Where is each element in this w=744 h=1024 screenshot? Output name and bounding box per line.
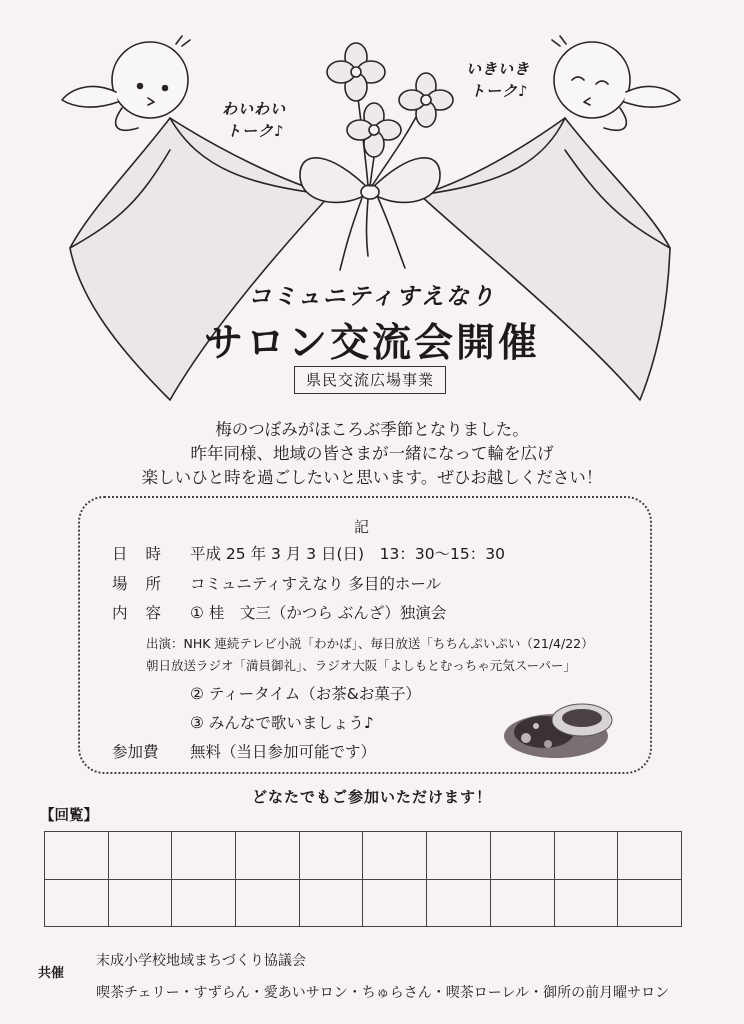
date-label: 日時	[112, 545, 180, 563]
fee-label: 参加費	[112, 743, 159, 761]
stamp-cell	[45, 832, 109, 880]
stamp-cell	[299, 832, 363, 880]
stamp-cell	[108, 879, 172, 927]
intro-line-2: 昨年同様、地域の皆さまが一緒になって輪を広げ	[190, 444, 554, 463]
stamp-cell	[554, 832, 618, 880]
stamp-cell	[363, 879, 427, 927]
stamp-cell	[427, 832, 491, 880]
left-bird	[62, 36, 190, 130]
stamp-cell	[172, 832, 236, 880]
stamp-cell	[236, 879, 300, 927]
welcome-message: どなたでもご参加いただけます！	[251, 788, 492, 806]
program-item-3: ③ みんなで歌いましょう♪	[190, 714, 374, 732]
flower-bottom	[347, 103, 401, 157]
stamp-cell	[618, 879, 682, 927]
stamp-cell	[490, 879, 554, 927]
circulation-stamp-grid	[44, 831, 682, 927]
stamp-cell	[427, 879, 491, 927]
stamp-cell	[299, 879, 363, 927]
intro-line-1: 梅のつぼみがほころぶ季節となりました。	[215, 420, 529, 439]
intro-text	[0, 418, 744, 490]
speech-left-line2: トーク♪	[226, 122, 285, 140]
speech-right-line2: トーク♪	[470, 82, 529, 100]
subtitle: コミュニティすえなり	[248, 284, 496, 310]
speech-right	[466, 58, 530, 102]
right-bird	[552, 36, 680, 130]
sponsor-label: 共催	[38, 966, 65, 981]
stamp-cell	[108, 832, 172, 880]
details-heading: 記	[354, 518, 370, 536]
stamp-cell	[172, 879, 236, 927]
stamp-cell	[490, 832, 554, 880]
circulation-label: 【回覧】	[40, 808, 98, 824]
stamp-cell	[554, 879, 618, 927]
speech-left	[222, 98, 286, 142]
stamp-cell	[363, 832, 427, 880]
page-title: サロン交流会開催	[203, 321, 540, 366]
date-value: 平成 25 年 3 月 3 日(日) 13：30〜15：30	[190, 545, 505, 563]
sweets-photo	[496, 692, 626, 764]
stamp-cell	[618, 832, 682, 880]
place-label: 場所	[112, 575, 180, 593]
intro-line-3: 楽しいひと時を過ごしたいと思います。ぜひお越しください！	[141, 468, 603, 487]
program-item-1: ① 桂 文三（かつら ぶんざ）独演会	[190, 604, 447, 622]
flower-top	[327, 43, 385, 101]
grid-row	[45, 879, 682, 927]
flower-right	[399, 73, 453, 127]
speech-left-line1: わいわい	[222, 100, 287, 118]
stamp-cell	[236, 832, 300, 880]
program-item-2: ② ティータイム（お茶&お菓子）	[190, 685, 421, 703]
speech-right-line1: いきいき	[466, 60, 531, 78]
content-label: 内容	[112, 604, 180, 622]
sponsor-org-1: 末成小学校地域まちづくり協議会	[96, 953, 306, 969]
performer-line-2: 朝日放送ラジオ「満員御礼」、ラジオ大阪「よしもとむっちゃ元気スーパー」	[146, 658, 577, 673]
project-badge: 県民交流広場事業	[294, 366, 446, 394]
place-value: コミュニティすえなり 多目的ホール	[190, 575, 442, 593]
grid-row	[45, 832, 682, 880]
sponsor-org-2: 喫茶チェリー・すずらん・愛あいサロン・ちゅらさん・喫茶ローレル・御所の前月曜サロン	[96, 985, 670, 1001]
performer-line-1: 出演：NHK 連続テレビ小説「わかば」、毎日放送「ちちんぷいぷい（21/4/22）	[146, 636, 594, 651]
stamp-cell	[45, 879, 109, 927]
fee-value: 無料（当日参加可能です）	[190, 743, 377, 761]
